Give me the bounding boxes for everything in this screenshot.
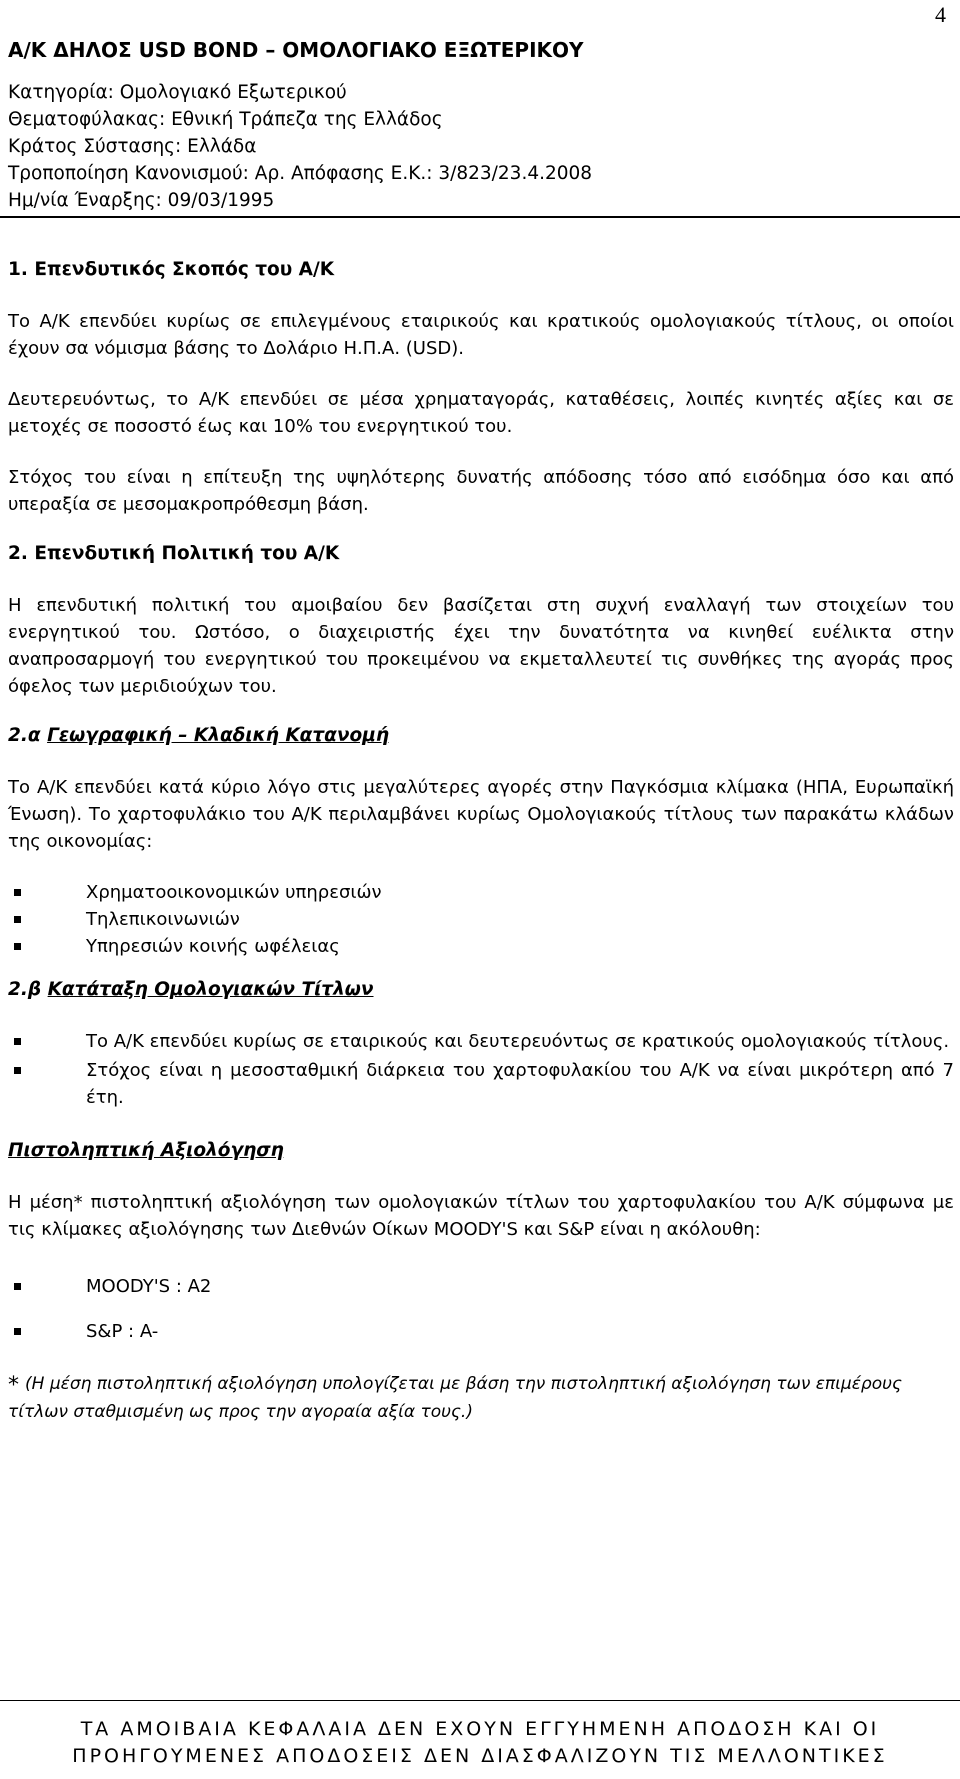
section-2a-title: Γεωγραφική – Κλαδική Κατανομή: [47, 725, 389, 746]
section-2a-number: 2.α: [8, 725, 48, 746]
section-2a-heading: [8, 724, 954, 748]
list-item-text: Τηλεπικοινωνιών: [86, 909, 240, 930]
section-1-paragraph: Στόχος του είναι η επίτευξη της υψηλότερης δυνατής απόδοσης τόσο από εισόδημα όσο και από υπεραξία σε μεσομακροπρόθεσμη βάση.: [8, 467, 954, 515]
square-bullet-icon: [14, 1283, 21, 1290]
list-item-text: Χρηματοοικονομικών υπηρεσιών: [86, 882, 382, 903]
section-2a-paragraph: Το Α/Κ επενδύει κατά κύριο λόγο στις μεγαλύτερες αγορές στην Παγκόσμια κλίμακα (ΗΠΑ, Ευρωπαϊκή Ένωση). Το χαρτοφυλάκιο του Α/Κ περιλαμβάνει κυρίως Ομολογιακούς τίτλους των παρακάτω κλάδων της οικονομίας:: [8, 777, 954, 852]
list-item: [8, 1057, 954, 1111]
credit-rating-title: Πιστοληπτική Αξιολόγηση: [8, 1140, 284, 1161]
meta-start-date: Ημ/νία Έναρξης: 09/03/1995: [8, 190, 275, 211]
square-bullet-icon: [14, 889, 21, 896]
list-item-text: Στόχος είναι η μεσοσταθμική διάρκεια του χαρτοφυλακίου του Α/Κ να είναι μικρότερη από 7 έτη.: [86, 1060, 954, 1108]
square-bullet-icon: [14, 1038, 21, 1045]
rating-footnote: [8, 1371, 954, 1425]
footnote-text: (Η μέση πιστοληπτική αξιολόγηση υπολογίζεται με βάση την πιστοληπτική αξιολόγηση των επιμέρους τίτλων σταθμισμένη ως προς την αγοραία αξία τους.): [8, 1374, 902, 1422]
page-number: 4: [935, 2, 946, 27]
list-item: [8, 1028, 954, 1055]
meta-country: Κράτος Σύστασης: Ελλάδα: [8, 136, 257, 157]
list-item: [8, 1273, 954, 1300]
section-2b-number: 2.β: [8, 979, 48, 1000]
header-divider: [0, 216, 960, 218]
meta-custodian: Θεματοφύλακας: Εθνική Τράπεζα της Ελλάδος: [8, 109, 443, 130]
square-bullet-icon: [14, 943, 21, 950]
section-1-heading: 1. Επενδυτικός Σκοπός του Α/Κ: [8, 259, 335, 280]
square-bullet-icon: [14, 1067, 21, 1074]
list-item: [8, 1318, 954, 1345]
section-2b-heading: [8, 978, 954, 1002]
square-bullet-icon: [14, 1328, 21, 1335]
list-item: [8, 906, 954, 933]
rating-sp: S&P : A-: [86, 1321, 159, 1342]
classification-list: [8, 1028, 954, 1111]
list-item: [8, 933, 954, 960]
disclaimer-line: ΤΑ ΑΜΟΙΒΑΙΑ ΚΕΦΑΛΑΙΑ ΔΕΝ ΕΧΟΥΝ ΕΓΓΥΗΜΕΝΗ ΑΠΟΔΟΣΗ ΚΑΙ ΟΙ: [80, 1718, 880, 1740]
disclaimer: [0, 1716, 960, 1770]
footnote-asterisk: *: [8, 1373, 19, 1398]
square-bullet-icon: [14, 916, 21, 923]
credit-rating-paragraph: Η μέση* πιστοληπτική αξιολόγηση των ομολογιακών τίτλων του χαρτοφυλακίου του Α/Κ σύμφωνα με τις κλίμακες αξιολόγησης των Διεθνών Οίκων MOODY'S και S&P είναι η ακόλουθη:: [8, 1192, 954, 1240]
section-2-heading: 2. Επενδυτική Πολιτική του Α/Κ: [8, 543, 340, 564]
fund-title: Α/Κ ΔΗΛΟΣ USD BOND – ΟΜΟΛΟΓΙΑΚΟ ΕΞΩΤΕΡΙΚΟΥ: [8, 38, 584, 62]
rating-list: [8, 1273, 954, 1345]
credit-rating-heading: [8, 1139, 954, 1163]
page-content: [8, 38, 954, 1425]
list-item: [8, 879, 954, 906]
section-2-paragraph: Η επενδυτική πολιτική του αμοιβαίου δεν βασίζεται στη συχνή εναλλαγή των στοιχείων του ενεργητικού του. Ωστόσο, ο διαχειριστής έχει την δυνατότητα να κινηθεί ευέλικτα στην αναπροσαρμογή του ενεργητικού του προκειμένου να εκμεταλλευτεί τις συνθήκες της αγοράς προς όφελος των μεριδιούχων του.: [8, 595, 954, 697]
sector-list: [8, 879, 954, 960]
list-item-text: Υπηρεσιών κοινής ωφέλειας: [86, 936, 340, 957]
meta-category: Κατηγορία: Ομολογιακό Εξωτερικού: [8, 82, 347, 103]
disclaimer-line: ΠΡΟΗΓΟΥΜΕΝΕΣ ΑΠΟΔΟΣΕΙΣ ΔΕΝ ΔΙΑΣΦΑΛΙΖΟΥΝ ΤΙΣ ΜΕΛΛΟΝΤΙΚΕΣ: [72, 1745, 888, 1767]
section-2b-title: Κατάταξη Ομολογιακών Τίτλων: [47, 979, 374, 1000]
rating-moodys: MOODY'S : A2: [86, 1276, 212, 1297]
meta-regulation: Τροποποίηση Κανονισμού: Αρ. Απόφασης Ε.Κ.: 3/823/23.4.2008: [8, 163, 593, 184]
footer-divider: [0, 1700, 960, 1701]
section-1-paragraph: Το Α/Κ επενδύει κυρίως σε επιλεγμένους εταιρικούς και κρατικούς ομολογιακούς τίτλους, οι οποίοι έχουν σα νόμισμα βάσης το Δολάριο Η.Π.Α. (USD).: [8, 311, 954, 359]
fund-meta: [8, 79, 954, 214]
list-item-text: Το Α/Κ επενδύει κυρίως σε εταιρικούς και δευτερευόντως σε κρατικούς ομολογιακούς τίτλους.: [86, 1031, 950, 1052]
section-1-paragraph: Δευτερευόντως, το Α/Κ επενδύει σε μέσα χρηματαγοράς, καταθέσεις, λοιπές κινητές αξίες και σε μετοχές σε ποσοστό έως και 10% του ενεργητικού του.: [8, 389, 954, 437]
